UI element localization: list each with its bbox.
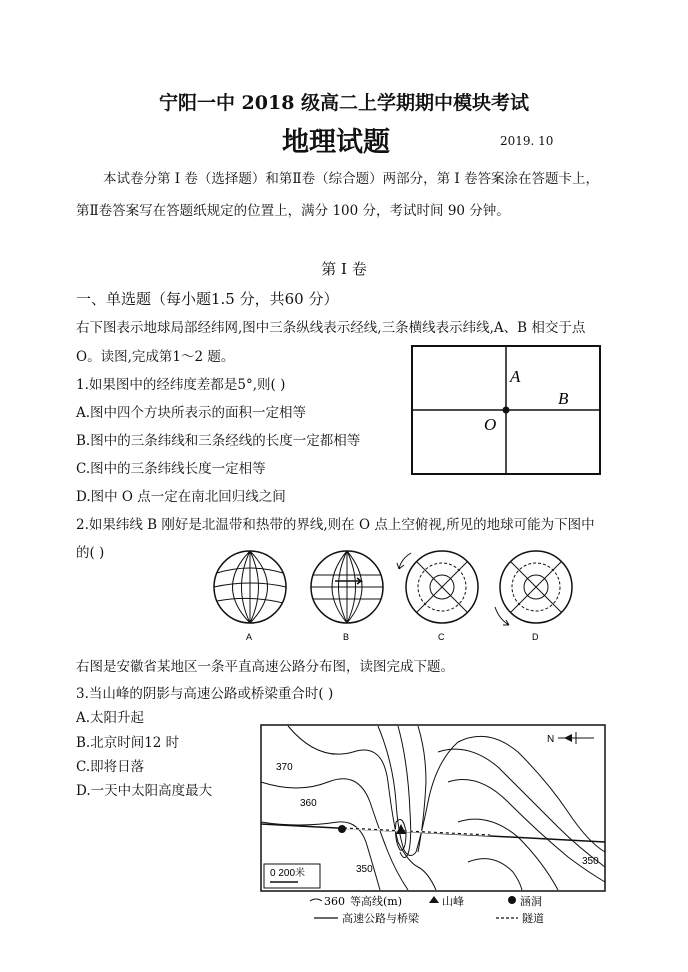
section-heading: 一、单选题（每小题1.5 分，共60 分）	[76, 290, 339, 308]
svg-text:0 200米: 0 200米	[270, 868, 306, 879]
svg-text:N: N	[547, 734, 555, 745]
svg-text:360: 360	[324, 895, 345, 908]
svg-text:B: B	[343, 632, 350, 642]
svg-text:A: A	[246, 632, 253, 642]
exam-date: 2019. 10	[500, 134, 554, 148]
svg-text:等高线(m): 等高线(m)	[350, 895, 403, 908]
question-3-option-d: D.一天中太阳高度最大	[76, 783, 213, 799]
intro-line-2: 第Ⅱ卷答案写在答题纸规定的位置上，满分 100 分，考试时间 90 分钟。	[76, 203, 510, 219]
question-3-option-a: A.太阳升起	[76, 710, 145, 726]
question-1-option-d: D.图中 O 点一定在南北回归线之间	[76, 489, 286, 505]
point-o-marker	[503, 407, 510, 414]
contour-label-360: 360	[300, 798, 317, 809]
question-3-option-c: C.即将日落	[76, 759, 145, 775]
globe-options-figure	[205, 545, 590, 645]
scale-bar	[264, 864, 320, 888]
highway-contour-map	[258, 722, 610, 934]
label-o: O	[484, 415, 497, 434]
volume-heading: 第 I 卷	[321, 260, 367, 278]
contour-label-370: 370	[276, 762, 293, 773]
culvert-marker	[338, 825, 346, 833]
globe-c	[397, 551, 478, 642]
globe-d	[495, 551, 572, 642]
question-2-stem-line-1: 2.如果纬线 B 刚好是北温带和热带的界线,则在 O 点上空俯视,所见的地球可能为下图中	[76, 517, 595, 533]
passage-1-line-1: 右下图表示地球局部经纬网,图中三条纵线表示经线,三条横线表示纬线,A、B 相交于点	[76, 320, 586, 336]
culvert-legend-icon	[508, 896, 516, 904]
question-1-option-c: C.图中的三条纬线长度一定相等	[76, 461, 266, 477]
svg-text:高速公路与桥梁: 高速公路与桥梁	[342, 912, 419, 925]
lat-long-grid-figure	[410, 344, 604, 476]
question-2-stem-line-2: 的( )	[76, 545, 105, 561]
contour-label-350-b: 350	[582, 856, 599, 867]
passage-1-line-2: O。读图,完成第1～2 题。	[76, 349, 235, 365]
question-1-option-a: A.图中四个方块所表示的面积一定相等	[76, 405, 307, 421]
passage-2: 右图是安徽省某地区一条平直高速公路分布图，读图完成下题。	[76, 659, 454, 675]
svg-text:隧道: 隧道	[522, 912, 544, 925]
label-b: B	[558, 389, 569, 408]
map-legend	[310, 894, 544, 925]
north-arrow-icon	[547, 732, 594, 745]
globe-b	[311, 551, 383, 642]
question-1-stem: 1.如果图中的经纬度差都是5°,则( )	[76, 377, 286, 393]
exam-title: 宁阳一中 2018 级高二上学期期中模块考试	[158, 92, 530, 114]
svg-text:山峰: 山峰	[442, 895, 464, 908]
contour-label-350-a: 350	[356, 864, 373, 875]
intro-line-1: 本试卷分第 I 卷（选择题）和第Ⅱ卷（综合题）两部分，第 I 卷答案涂在答题卡上，	[103, 171, 600, 187]
label-a: A	[510, 367, 521, 386]
question-3-option-b: B.北京时间12 时	[76, 735, 180, 751]
subject-title: 地理试题	[282, 127, 390, 158]
question-1-option-b: B.图中的三条纬线和三条经线的长度一定都相等	[76, 433, 361, 449]
svg-text:D: D	[532, 632, 539, 642]
peak-legend-icon	[429, 896, 439, 903]
globe-a	[214, 551, 286, 642]
svg-text:涵洞: 涵洞	[520, 895, 542, 908]
svg-text:C: C	[438, 632, 445, 642]
question-3-stem: 3.当山峰的阴影与高速公路或桥梁重合时( )	[76, 686, 334, 702]
